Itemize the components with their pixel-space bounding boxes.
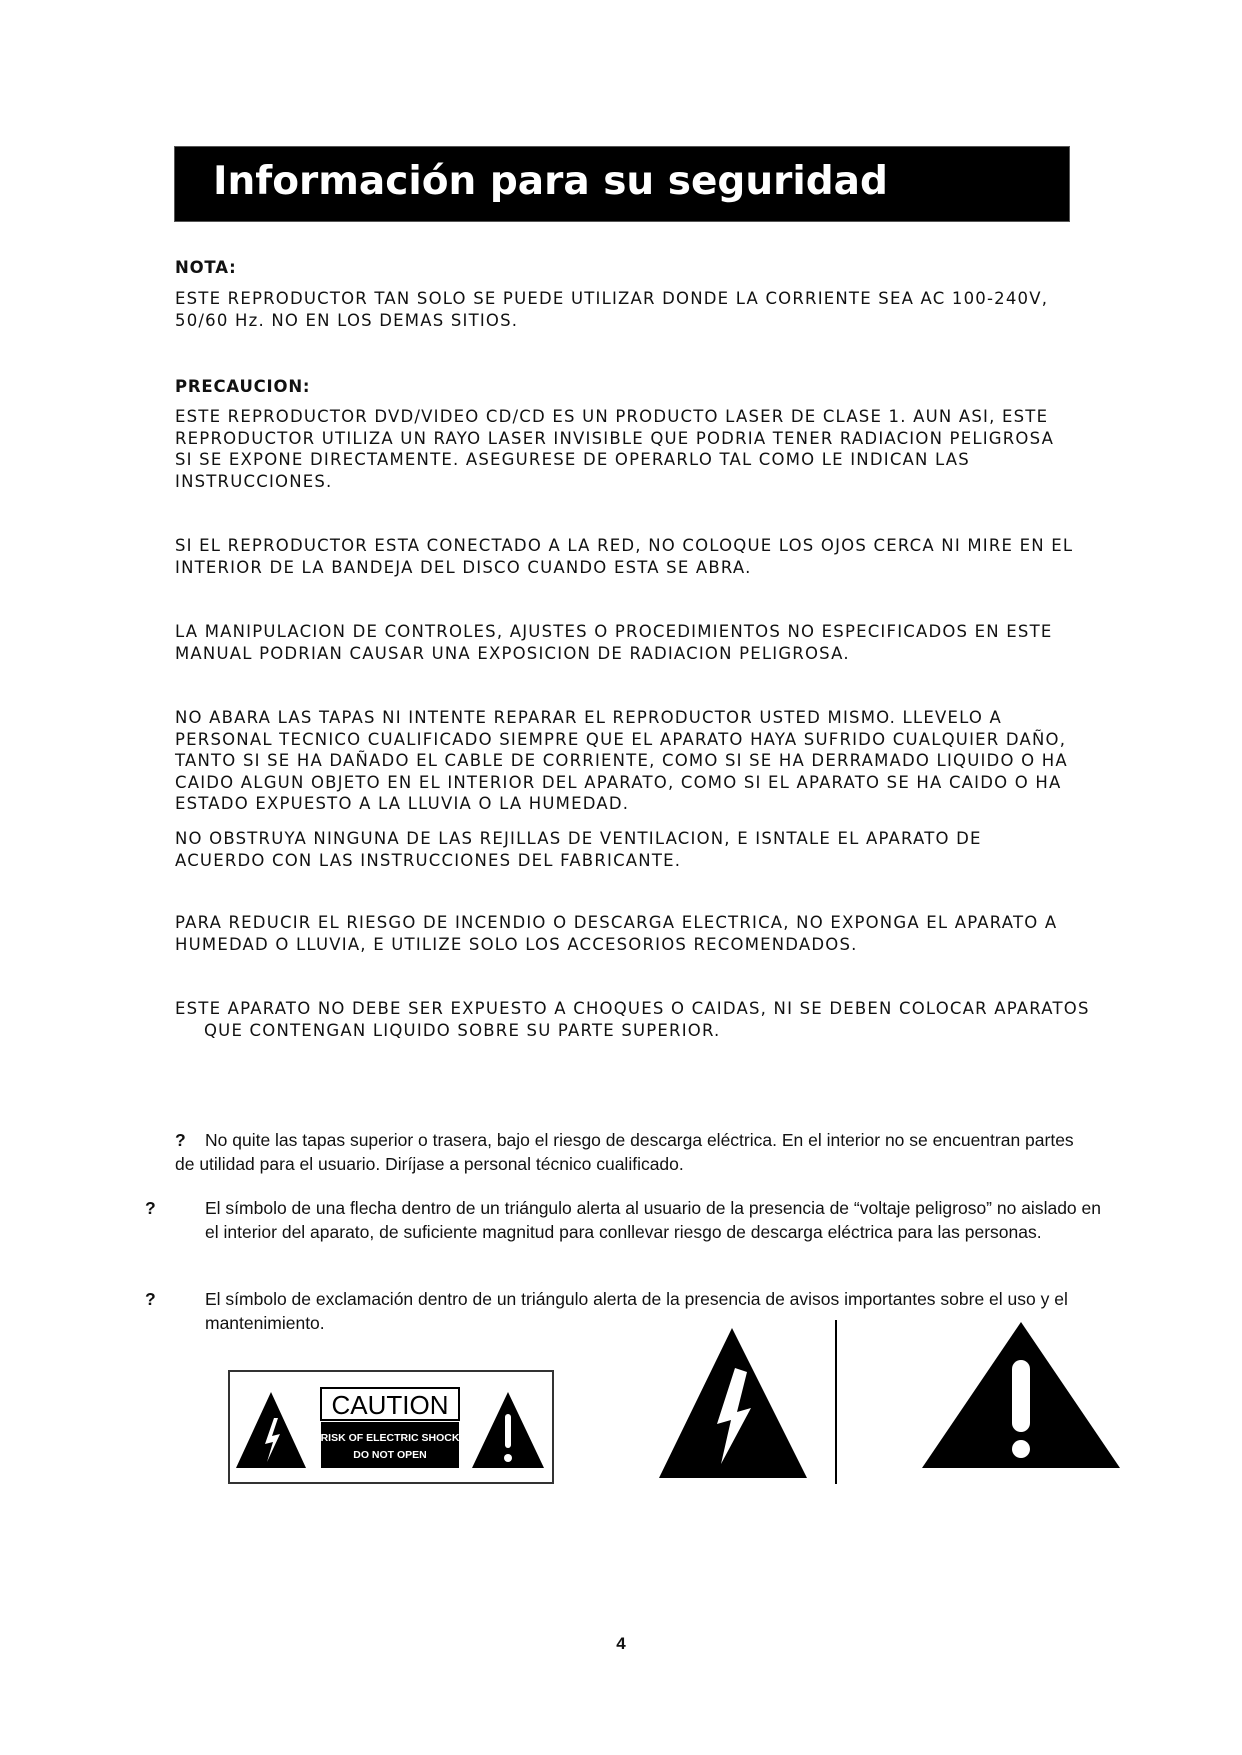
lightning-symbol xyxy=(655,1320,840,1484)
caution-label xyxy=(228,1370,554,1484)
caution-line1: RISK OF ELECTRIC SHOCK xyxy=(320,1432,460,1444)
page-number: 4 xyxy=(616,1634,626,1653)
precaucion-paragraph: LA MANIPULACION DE CONTROLES, AJUSTES O PROCEDIMIENTOS NO ESPECIFICADOS EN ESTE MANUAL PODRIAN CAUSAR UNA EXPOSICION DE RADIACION PELIGROSA. xyxy=(175,622,1053,663)
bullet-text: El símbolo de exclamación dentro de un triángulo alerta de la presencia de avisos importantes sobre el uso y el mantenimiento. xyxy=(205,1289,1068,1333)
precaucion-paragraph: NO ABARA LAS TAPAS NI INTENTE REPARAR EL REPRODUCTOR USTED MISMO. LLEVELO A PERSONAL TECNICO CUALIFICADO SIEMPRE QUE EL APARATO HAYA SUFRIDO CUALQUIER DAÑO, TANTO SI SE HA DAÑADO EL CABLE DE CORRIENTE, COMO SI SE HA DERRAMADO LIQUIDO O HA CAIDO ALGUN OBJETO EN EL INTERIOR DEL APARATO, COMO SI EL APARATO SE HA CAIDO O HA ESTADO EXPUESTO A LA LLUVIA O LA HUMEDAD. xyxy=(175,708,1068,813)
nota-text: ESTE REPRODUCTOR TAN SOLO SE PUEDE UTILIZAR DONDE LA CORRIENTE SEA AC 100-240V, 50/60 Hz. NO EN LOS DEMAS SITIOS. xyxy=(175,289,1049,330)
bullet-item xyxy=(175,1128,1075,1176)
lightning-triangle-icon xyxy=(655,1320,840,1484)
precaucion-paragraph: ESTE APARATO NO DEBE SER EXPUESTO A CHOQUES O CAIDAS, NI SE DEBEN COLOCAR APARATOS QUE CONTENGAN LIQUIDO SOBRE SU PARTE SUPERIOR. xyxy=(175,999,1090,1040)
bullet-marker: ? xyxy=(175,1130,186,1150)
precaucion-paragraph: NO OBSTRUYA NINGUNA DE LAS REJILLAS DE VENTILACION, E ISNTALE EL APARATO DE ACUERDO CON LAS INSTRUCCIONES DEL FABRICANTE. xyxy=(175,829,982,870)
exclamation-triangle-icon xyxy=(920,1318,1122,1476)
precaucion-paragraph: ESTE REPRODUCTOR DVD/VIDEO CD/CD ES UN PRODUCTO LASER DE CLASE 1. AUN ASI, ESTE REPRODUCTOR UTILIZA UN RAYO LASER INVISIBLE QUE PODRIA TENER RADIACION PELIGROSA SI SE EXPONE DIRECTAMENTE. ASEGURESE DE OPERARLO TAL COMO LE INDICAN LAS INSTRUCCIONES. xyxy=(175,407,1055,491)
bullet-text: El símbolo de una flecha dentro de un triángulo alerta al usuario de la presencia de “voltaje peligroso” no aislado en el interior del aparato, de suficiente magnitud para conllevar riesgo de descarga eléctrica para las personas. xyxy=(205,1198,1101,1242)
exclamation-symbol xyxy=(920,1318,1122,1476)
precaucion-heading: PRECAUCION: xyxy=(175,377,311,396)
bullet-item xyxy=(145,1196,1105,1244)
caution-line2: DO NOT OPEN xyxy=(353,1449,427,1461)
bullet-text: No quite las tapas superior o trasera, bajo el riesgo de descarga eléctrica. En el interior no se encuentran partes de utilidad para el usuario. Diríjase a personal técnico cualificado. xyxy=(175,1130,1074,1174)
caution-word: CAUTION xyxy=(331,1390,449,1420)
bullet-marker: ? xyxy=(145,1198,156,1218)
title-bar xyxy=(174,146,1070,222)
nota-heading: NOTA: xyxy=(175,258,237,277)
page-title: Información para su seguridad xyxy=(213,159,888,204)
bullet-marker: ? xyxy=(145,1289,156,1309)
precaucion-paragraph: SI EL REPRODUCTOR ESTA CONECTADO A LA RED, NO COLOQUE LOS OJOS CERCA NI MIRE EN EL INTERIOR DE LA BANDEJA DEL DISCO CUANDO ESTA SE ABRA. xyxy=(175,536,1074,577)
precaucion-paragraph: PARA REDUCIR EL RIESGO DE INCENDIO O DESCARGA ELECTRICA, NO EXPONGA EL APARATO A HUMEDAD O LLUVIA, E UTILIZE SOLO LOS ACCESORIOS RECOMENDADOS. xyxy=(175,913,1058,954)
caution-label-graphic xyxy=(228,1370,554,1484)
